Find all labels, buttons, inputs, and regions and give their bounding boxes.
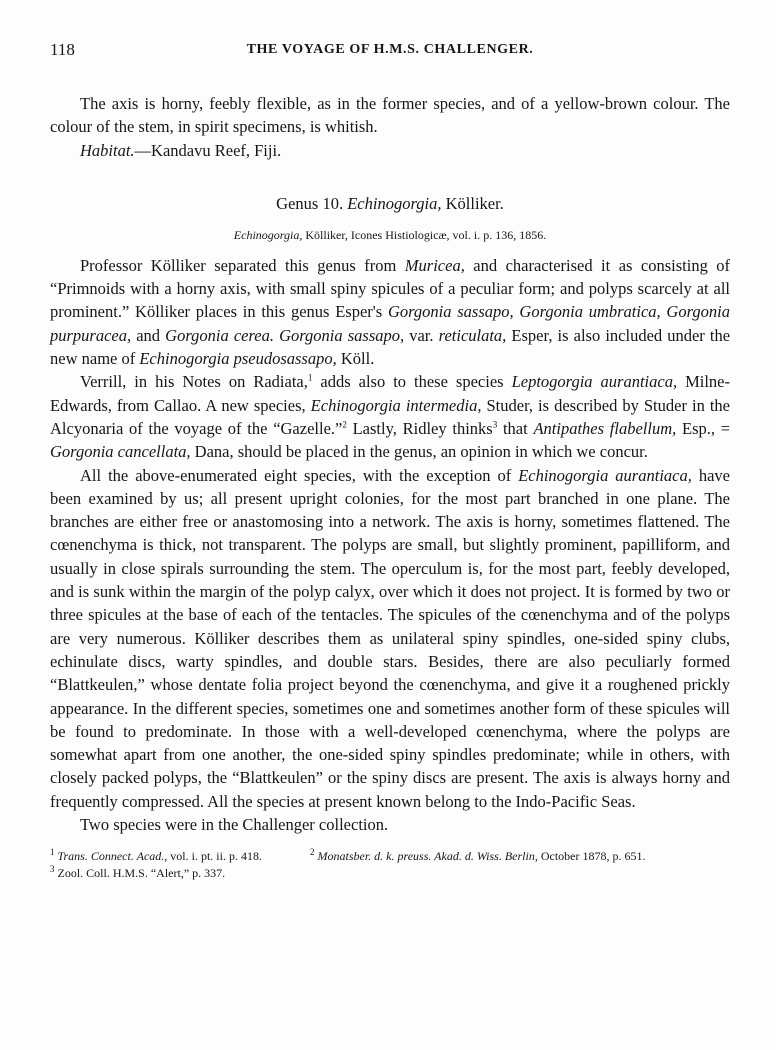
footnotes xyxy=(50,848,730,882)
habitat-label: Habitat. xyxy=(80,140,135,160)
footnote-2: $^2$ Monatsber. d. k. preuss. Akad. d. Wiss. Berlin, October 1878, p. 651. xyxy=(310,847,646,864)
genus-reference: Echinogorgia, Kölliker, Icones Histiologicæ, vol. i. p. 136, 1856. xyxy=(233,227,547,242)
paragraph-3: All the above-enumerated eight species, with the exception of Echinogorgia aurantiaca, have been examined by us; all present upright colonies, for the most part branched in one plane. The branches are either free or anastomosing into a network. The axis is horny, sometimes flattened. The cœnenchyma is thick, not transparent. The polyps are small, but slightly prominent, papilliform, and usually in close spirals surrounding the stem. The operculum is, for the most part, feebly developed, and is sunk within the margin of the polyp calyx, over which it does not project. It is formed by two or three spicules at the base of each of the tentacles. The spicules of the cœnenchyma and of the polyps are very numerous. Kölliker describes them as unilateral spiny spindles, one-sided spiny clubs, echinulate discs, warty spindles, and double stars. Besides, there are also peculiarly formed “Blattkeulen,” whose dentate folia project beyond the cœnenchyma, and give it a roughened prickly appearance. In the different species, sometimes one and sometimes another form of these spicules will be found to predominate. In those with a well-developed cœnenchyma, where the polyps are somewhat apart from one another, the one-sided spiny spindles predominate; while in others, with closely packed polyps, the “Blattkeulen” or the spiny discs are present. The axis is always horny and frequently compressed. All the species at present known belong to the Indo-Pacific Seas. xyxy=(50,465,731,811)
paragraph-2: Verrill, in his Notes on Radiata,$^1$ adds also to these species Leptogorgia aurantiaca, Milne-Edwards, from Callao. A new species, Echinogorgia intermedia, Studer, is described by Studer in the Alcyonaria of the voyage of the “Gazelle.”$^2$ Lastly, Ridley thinks$^3$ that Antipathes flabellum, Esp., = Gorgonia cancellata, Dana, should be placed in the genus, an opinion in which we concur. xyxy=(50,372,731,462)
habitat-line xyxy=(50,139,730,162)
paragraph-1: Professor Kölliker separated this genus from Muricea, and characterised it as consisting of “Primnoids with a horny axis, with small spiny spicules of a peculiar form; and polyps scarcely at all prominent.” Kölliker places in this genus Esper's Gorgonia sassapo, Gorgonia umbratica, Gorgonia purpuracea, and Gorgonia cerea. Gorgonia sassapo, var. reticulata, Esper, is also included under the new name of Echinogorgia pseudosassapo, Köll. xyxy=(50,255,731,369)
intro-paragraph: The axis is horny, feebly flexible, as in the former species, and of a yellow-brown colour. The colour of the stem, in spirit specimens, is whitish. xyxy=(50,94,730,137)
footnote-ref-2: 2 xyxy=(342,419,347,430)
page xyxy=(50,40,730,882)
footnote-ref-1: 1 xyxy=(307,372,313,383)
paragraph-4: Two species were in the Challenger collection. xyxy=(80,815,389,835)
running-title: THE VOYAGE OF H.M.S. CHALLENGER. xyxy=(246,42,534,57)
body-text xyxy=(50,92,730,836)
habitat-value: —Kandavu Reef, Fiji. xyxy=(134,140,282,160)
genus-name: Echinogorgia, xyxy=(347,193,442,213)
footnote-1: $^1$ Trans. Connect. Acad., vol. i. pt. ii. p. 418. xyxy=(50,847,262,864)
genus-author: Kölliker. xyxy=(445,193,504,213)
page-number: 118 xyxy=(50,40,75,59)
footnote-3: $^3$ Zool. Coll. H.M.S. “Alert,” p. 337. xyxy=(50,864,226,881)
genus-heading: Genus 10. Echinogorgia, Kölliker. xyxy=(276,193,504,213)
footnote-ref-3: 3 xyxy=(492,419,498,430)
running-head xyxy=(50,40,730,64)
